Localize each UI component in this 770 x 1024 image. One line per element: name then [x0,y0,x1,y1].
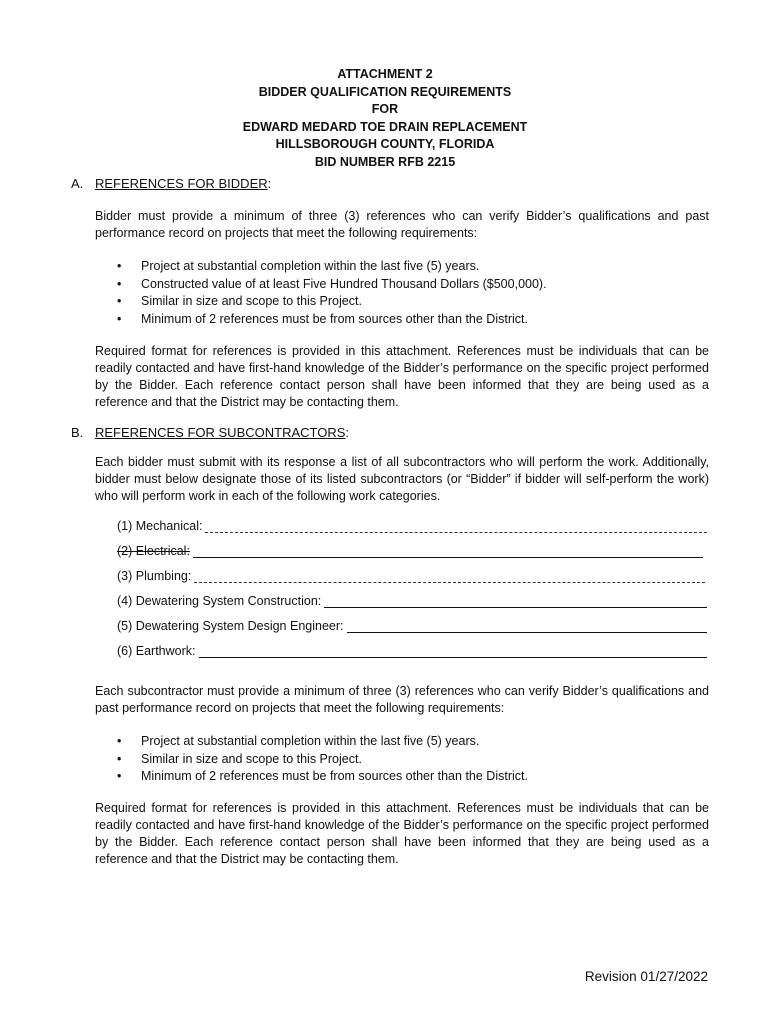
revision-date: Revision 01/27/2022 [584,969,708,984]
category-label: (2) Electrical: [117,544,190,558]
category-label: (5) Dewatering System Design Engineer: [117,619,344,633]
category-dewatering-design [117,619,707,633]
category-plumbing [117,569,705,583]
section-b-sub-intro: Each subcontractor must provide a minimum of three (3) references who can verify Bidder’s qualifications and past performance record on projects that meet the following requirements: [95,684,709,715]
category-earthwork [117,644,707,658]
category-blank-line[interactable] [205,520,707,533]
list-item: • Minimum of 2 references must be from sources other than the District. [95,768,528,786]
section-a-format-note: Required format for references is provided in this attachment. References must be individuals that can be readily contacted and have first-hand knowledge of the Bidder’s performance on the specific project performed by the Bidder. Each reference contact person shall have been informed that they are being used as a reference and that the District may be contacting them. [95,344,709,409]
category-label: (6) Earthwork: [117,644,196,658]
list-item: • Project at substantial completion within the last five (5) years. [95,258,547,276]
list-item: • Similar in size and scope to this Project. [95,751,528,769]
category-label: (1) Mechanical: [117,519,203,533]
list-item: • Project at substantial completion within the last five (5) years. [95,733,528,751]
category-blank-line[interactable] [347,620,708,633]
section-title: REFERENCES FOR SUBCONTRACTORS [95,425,346,440]
section-colon: : [345,425,350,440]
list-item: • Similar in size and scope to this Project. [95,293,547,311]
section-b-heading [71,425,349,440]
section-a-intro: Bidder must provide a minimum of three (3) references who can verify Bidder’s qualifications and past performance record on projects that meet the following requirements: [95,209,709,240]
document-title [0,66,770,171]
section-b-bullet-list [95,733,528,786]
section-b-format-note: Required format for references is provided in this attachment. References must be individuals that can be readily contacted and have first-hand knowledge of the Bidder’s performance on the specific project performed by the Bidder. Each reference contact person shall have been informed that they are being used as a reference and that the District may be contacting them. [95,801,709,866]
category-mechanical [117,519,707,533]
title-line: BIDDER QUALIFICATION REQUIREMENTS [258,84,512,99]
title-line: ATTACHMENT 2 [337,67,433,81]
list-item: • Minimum of 2 references must be from sources other than the District. [95,311,547,329]
section-letter: B. [71,425,84,440]
category-electrical [117,544,703,558]
category-blank-line[interactable] [324,595,707,608]
section-a-heading [71,176,271,191]
title-line: EDWARD MEDARD TOE DRAIN REPLACEMENT [242,119,528,134]
title-line: FOR [371,102,399,116]
section-colon: : [267,176,272,191]
section-a-bullet-list [95,258,547,328]
section-b-intro: Each bidder must submit with its response a list of all subcontractors who will perform the work. Additionally, bidder must below designate those of its listed subcontractors (or “Bidder” if bidder will self-perform the work) who will perform work in each of the following work categories. [95,455,709,503]
section-letter: A. [71,176,84,191]
list-item: • Constructed value of at least Five Hundred Thousand Dollars ($500,000). [95,276,547,294]
section-title: REFERENCES FOR BIDDER [95,176,268,191]
category-blank-line[interactable] [199,645,708,658]
title-line: BID NUMBER RFB 2215 [314,154,456,169]
title-line: HILLSBOROUGH COUNTY, FLORIDA [275,137,495,151]
category-blank-line[interactable] [194,570,705,583]
category-label: (3) Plumbing: [117,569,192,583]
category-blank-line[interactable] [193,545,703,558]
category-label: (4) Dewatering System Construction: [117,594,322,608]
category-dewatering-construction [117,594,707,608]
